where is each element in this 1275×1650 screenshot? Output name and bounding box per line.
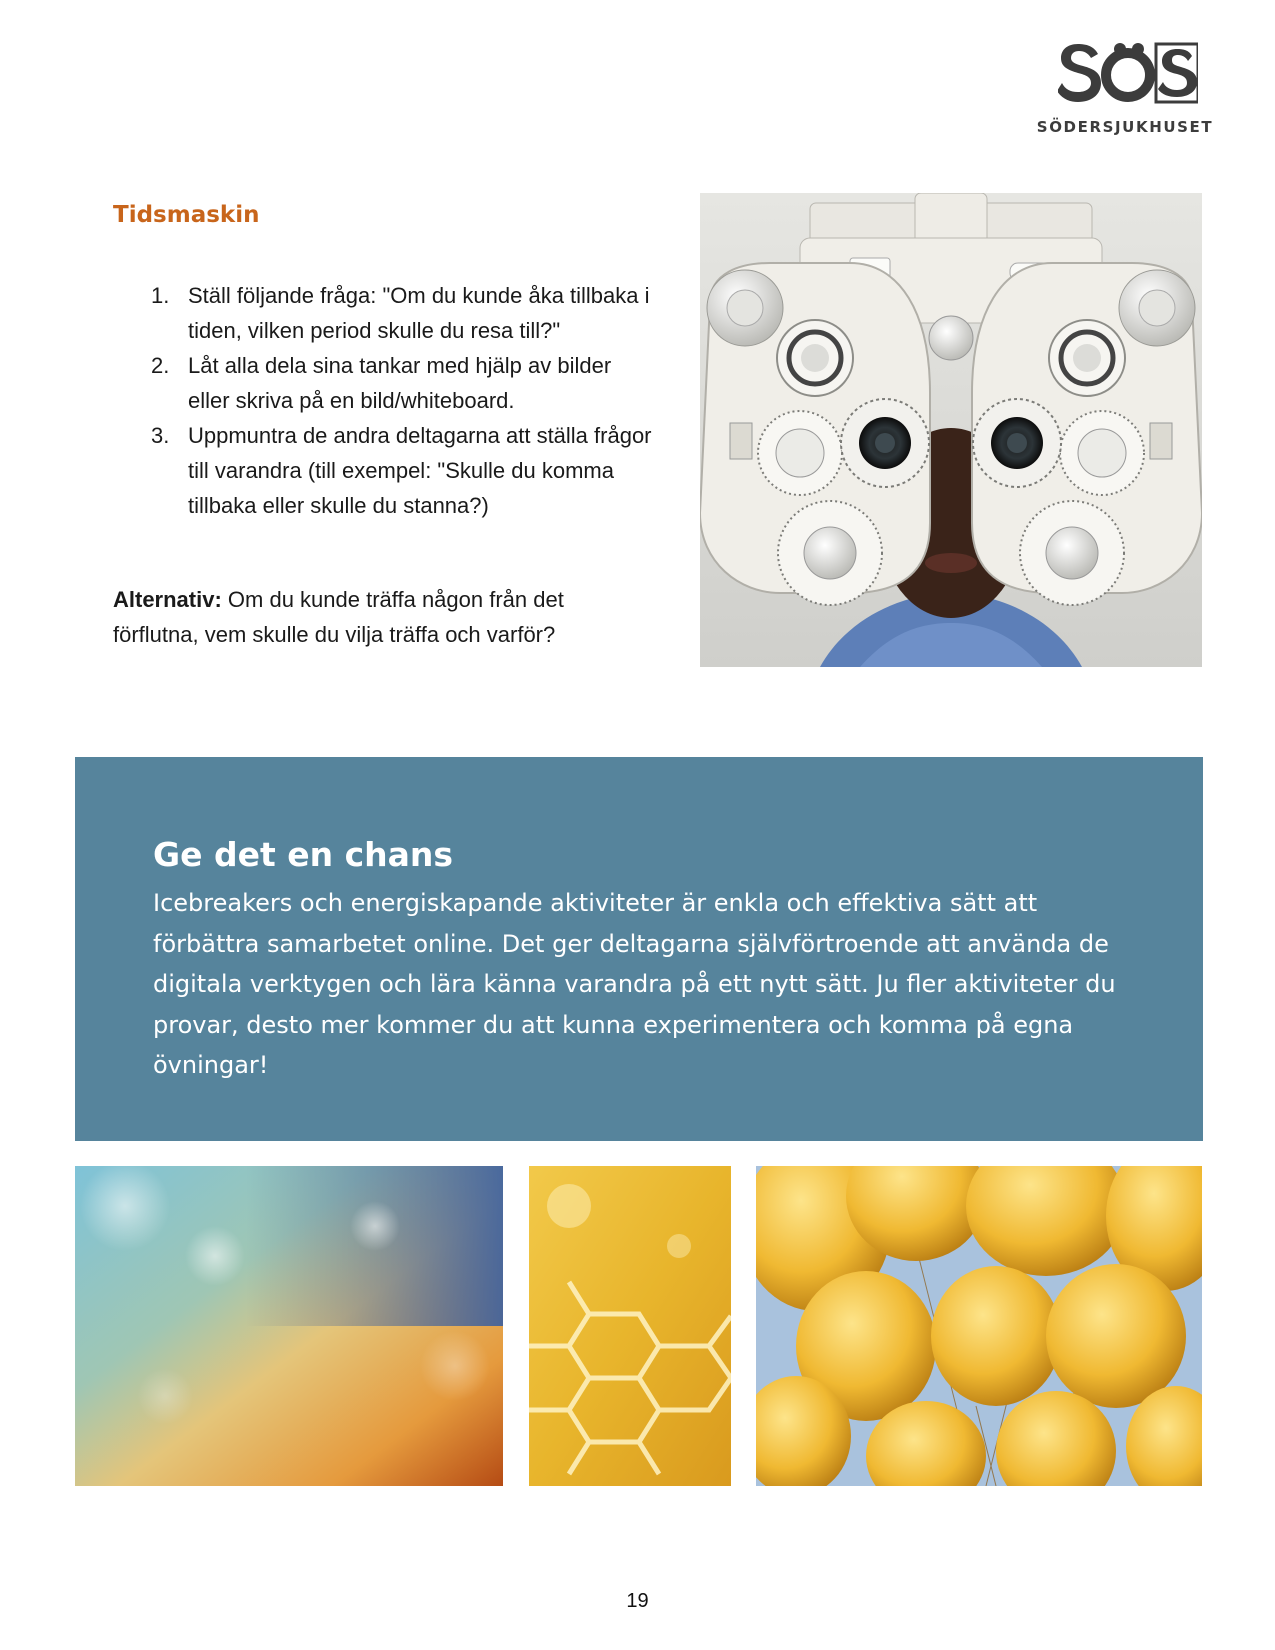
alternative-paragraph [113, 582, 633, 652]
list-item [113, 418, 653, 523]
list-item [113, 348, 653, 418]
page-number: 19 [626, 1590, 649, 1612]
section-title: Tidsmaskin [113, 202, 260, 228]
step-text: Ställ följande fråga: "Om du kunde åka tillbaka i tiden, vilken period skulle du resa till?" [188, 283, 650, 343]
chance-body: Icebreakers och energiskapande aktiviteter är enkla och effektiva sätt att förbättra samarbetet online. Det ger deltagarna självförtroende att använda de digitala verktygen och lära känna varandra på ett nytt sätt. Ju fler aktiviteter du provar, desto mer kommer du att kunna experimentera och komma på egna övningar! [153, 889, 1116, 1079]
honeycomb-image [529, 1166, 731, 1486]
step-text: Uppmuntra de andra deltagarna att ställa frågor till varandra (till exempel: "Skulle du komma tillbaka eller skulle du stanna?) [188, 423, 652, 518]
step-number: 1. [151, 283, 170, 308]
sodersjukhuset-logo [1030, 40, 1220, 140]
step-text: Låt alla dela sina tankar med hjälp av bilder eller skriva på en bild/whiteboard. [188, 353, 612, 413]
step-number: 2. [151, 353, 170, 378]
logo-wordmark: SÖDERSJUKHUSET [1036, 118, 1214, 136]
steps-list [113, 278, 653, 523]
phoropter-photo [700, 193, 1202, 667]
list-item [113, 278, 653, 348]
chance-title: Ge det en chans [153, 835, 454, 874]
alternative-label: Alternativ: [113, 587, 222, 612]
sos-logo-mark [1058, 40, 1198, 106]
balloons-image [756, 1166, 1202, 1486]
chance-box [75, 757, 1203, 1141]
alternative-text: Om du kunde träffa någon från det förflutna, vem skulle du vilja träffa och varför? [113, 587, 564, 647]
step-number: 3. [151, 423, 170, 448]
bokeh-gradient-image [75, 1166, 503, 1486]
